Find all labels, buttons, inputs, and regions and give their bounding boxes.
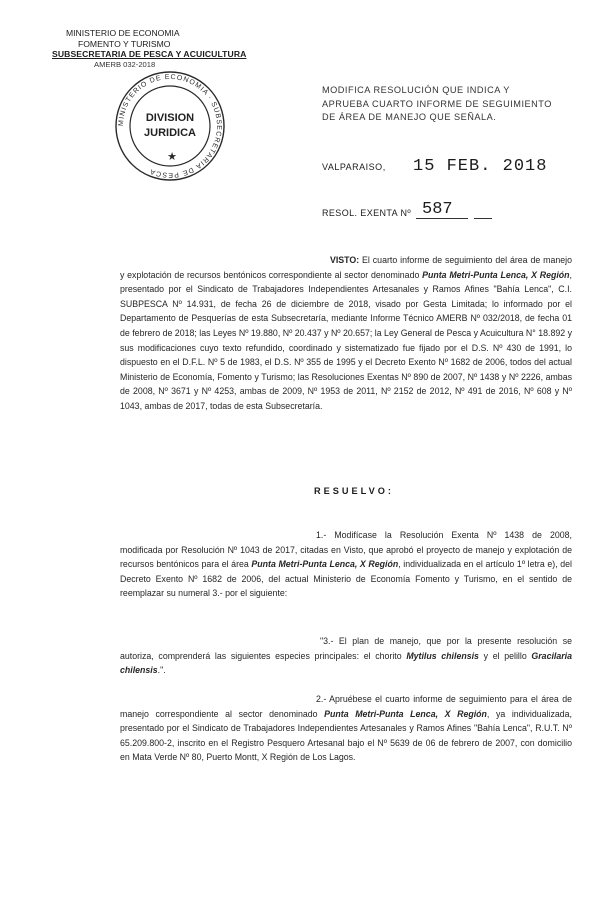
resolution-tail-line [474, 218, 492, 219]
reference-code: AMERB 032-2018 [94, 59, 156, 69]
visto-text-a: El cuarto informe de seguimiento del área de manejo y explotación de recursos bentónicos correspondiente al sector denominado [120, 255, 572, 280]
visto-text-b: , presentado por el Sindicato de Trabajadores Independientes Artesanales y Ramos Afines "Bahía Lenca", C.I. SUBPESCA Nº 14.931, de fecha 26 de diciembre de 2018, visado por Gesta Limitada; lo informado por el Departamento de Pesquerías de esta Subsecretaría, mediante Informe Técnico AMERB Nº 032/2018, de fecha 01 de febrero de 2018; las Leyes Nº 19.880, Nº 20.437 y Nº 20.657; la Ley General de Pesca y Acuicultura N° 18.892 y sus modificaciones cuyo texto refundido, coordinado y sistematizado fue fijado por el D.S. Nº 430 de 1991, lo dispuesto en el D.F.L. Nº 5 de 1983, el D.S. Nº 355 de 1995 y el Decreto Exento Nº 1682 de 2006, todos del actual Ministerio de Economía, Fomento y Turismo; las Resoluciones Exentas Nº 890 de 2007, Nº 1438 y Nº 2226, ambas de 2008, Nº 3671 y Nº 4253, ambas de 2009, Nº 1953 de 2011, Nº 2152 de 2012, Nº 491 de 2016, Nº 608 y Nº 1043, ambas de 2017, todas de esta Subsecretaría. [120, 269, 572, 411]
letterhead [52, 28, 246, 70]
stamp-center-line1: DIVISION [145, 112, 195, 124]
stamp-star-icon: ★ [167, 151, 177, 163]
article-2-text-a: 2.- Apruébese el cuarto informe de seguimiento para el área de manejo correspondiente al sector denominado [120, 694, 572, 719]
article-1-text-a: 1.- Modifícase la Resolución Exenta Nº 1438 de 2008, modificada por Resolución Nº 1043 de 2017, citadas en Visto, que aprobó el proyecto de manejo y explotación de recursos bentónicos para el área [120, 530, 572, 570]
species-gracilaria: Gracilaria chilensis [120, 650, 572, 676]
subsecretaria-name: SUBSECRETARIA DE PESCA Y ACUICULTURA [52, 49, 247, 59]
resuelvo-heading: RESUELVO: [314, 486, 394, 496]
visto-place-name: Punta Metri-Punta Lenca, X Región [422, 269, 570, 280]
species-mytilus: Mytilus chilensis [406, 650, 479, 661]
quote-text-a: "3.- El plan de manejo, que por la presente resolución se autoriza, comprenderá las siguientes especies principales: el chorito [120, 636, 572, 661]
visto-keyword: VISTO: [330, 255, 360, 265]
article-2-paragraph [120, 692, 572, 765]
visto-paragraph [120, 253, 572, 414]
resolution-number: 587 [422, 200, 453, 219]
quote-text-b: y el pelillo [478, 650, 532, 661]
article-1-paragraph [120, 528, 572, 601]
article-2-text-b: , ya individualizada, presentado por el Sindicato de Trabajadores Independientes Artesanales y Ramos Afines "Bahía Lenca", R.U.T. Nº 65.209.800-2, inscrito en el Registro Pesquero Artesanal bajo el Nº 5639 de 06 de febrero de 2007, con domicilio en Mata Verde Nº 80, Puerto Montt, X Región de Los Lagos. [120, 708, 572, 763]
article-2-place-name: Punta Metri-Punta Lenca, X Región [324, 708, 487, 719]
ministry-name: MINISTERIO DE ECONOMIA [66, 28, 180, 38]
stamp-ring-text: MINISTERIO DE ECONOMIA · SUBSECRETARIA DE PESCA [117, 73, 223, 179]
place-label: VALPARAISO, [322, 162, 386, 172]
date-stamp: 15 FEB. 2018 [413, 157, 548, 176]
numeral-3-quote [120, 634, 572, 678]
article-1-place-name: Punta Metri-Punta Lenca, X Región [251, 559, 399, 570]
quote-text-c: .". [157, 665, 166, 676]
article-1-text-b: , individualizada en el artículo 1º letra e), del Decreto Exento Nº 1682 de 2006, del actual Ministerio de Economía Fomento y Turismo, en el sentido de reemplazar su numeral 3.- por el siguiente: [120, 559, 572, 599]
stamp-center-line2: JURIDICA [144, 127, 196, 139]
subject-heading: MODIFICA RESOLUCIÓN QUE INDICA Y APRUEBA CUARTO INFORME DE SEGUIMIENTO DE ÁREA DE MANEJO QUE SEÑALA. [322, 85, 552, 122]
ministry-area: FOMENTO Y TURISMO [78, 38, 171, 49]
resolution-label: RESOL. EXENTA Nº [322, 208, 412, 218]
division-juridica-stamp [112, 68, 228, 184]
